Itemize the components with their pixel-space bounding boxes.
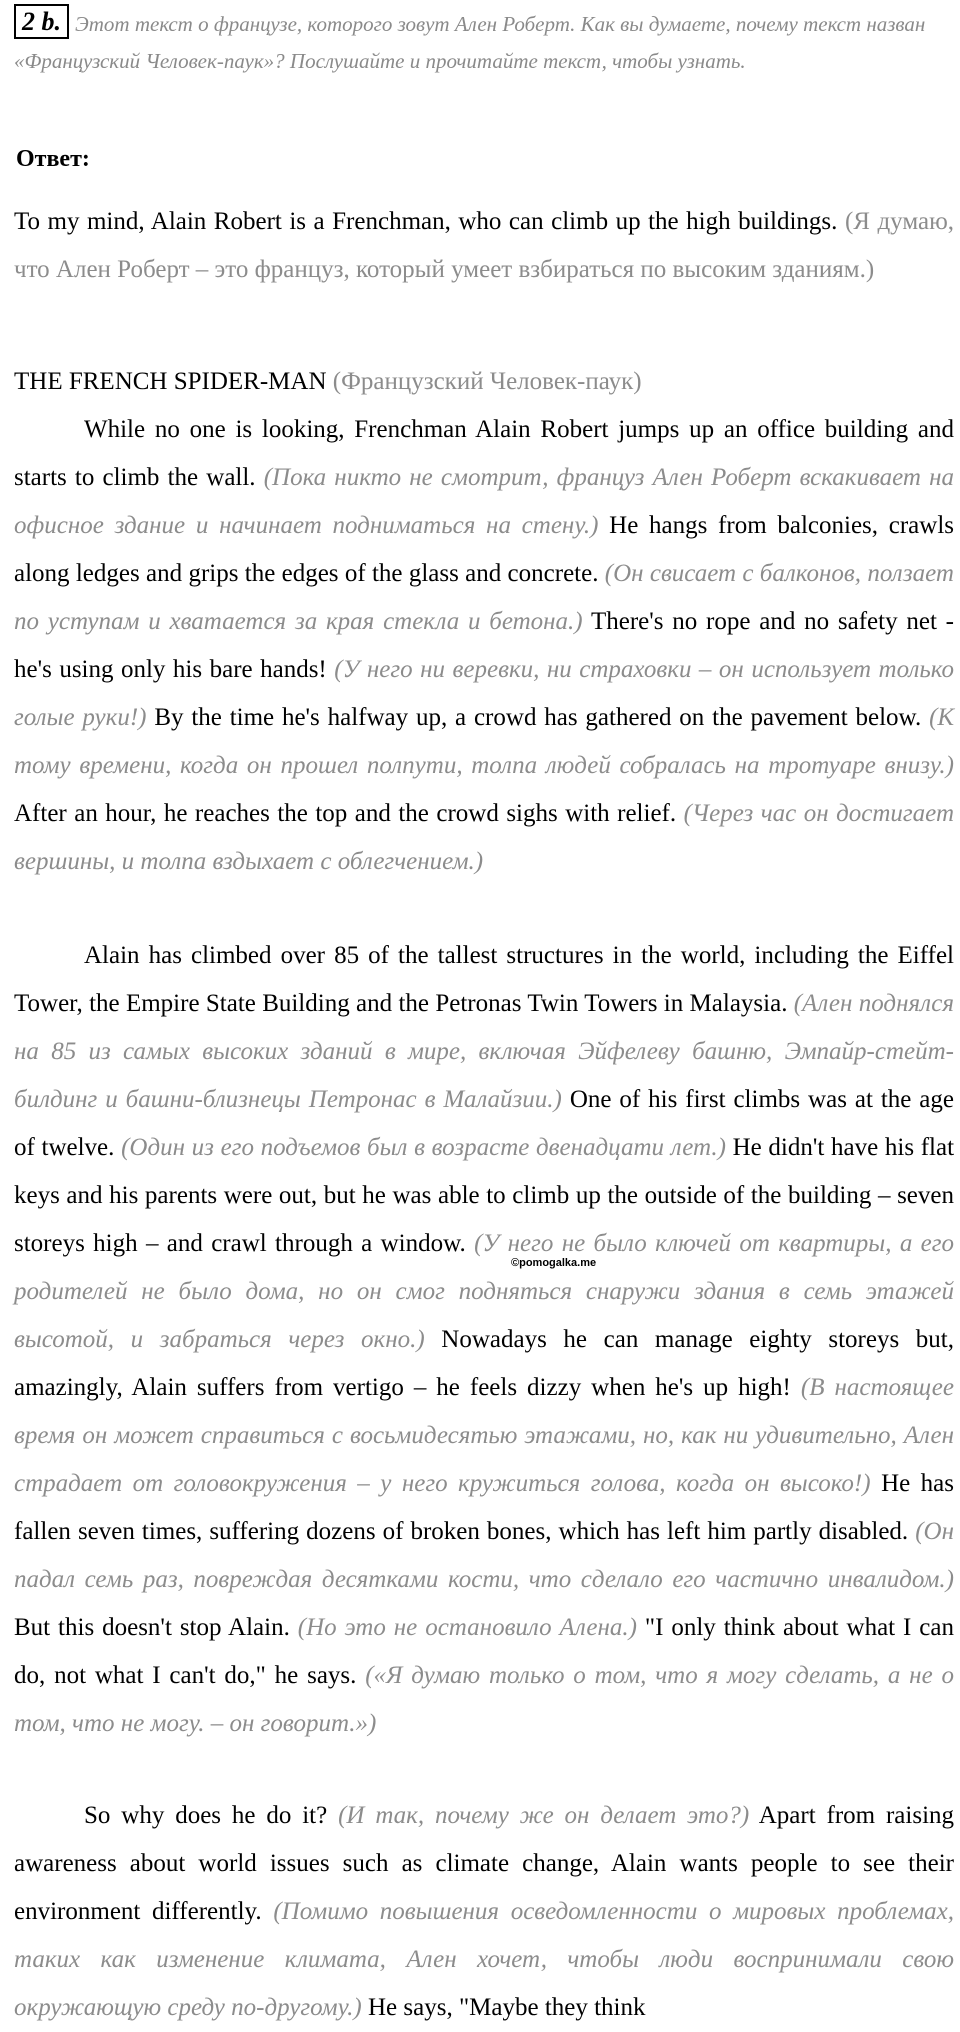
sentence-ru: (У него не было ключей от квартиры, а его родителей не было дома, но он смог подняться снаружи здания в семь этажей высотой, и забраться через окно.) <box>14 1230 955 1353</box>
text-title <box>14 358 954 406</box>
sentence-ru: («Я думаю только о том, что я могу сделать, а не о том, что не могу. – он говорит.») <box>14 1662 954 1737</box>
sentence-en: Apart from raising awareness about world issues such as climate change, Alain wants people to see their environment differently. <box>14 1802 955 1925</box>
sentence-en: He has fallen seven times, suffering dozens of broken bones, which has left him partly disabled. <box>14 1470 955 1545</box>
sentence-en: While no one is looking, Frenchman Alain Robert jumps up an office building and starts to climb the wall. <box>14 416 954 491</box>
sentence-en: By the time he's halfway up, a crowd has gathered on the pavement below. <box>154 704 922 731</box>
sentence-en: There's no rope and no safety net - he's using only his bare hands! <box>14 608 954 683</box>
sentence-en: "I only think about what I can do, not what I can't do," he says. <box>14 1614 954 1689</box>
intro-ru: (Я думаю, что Ален Роберт – это француз, который умеет взбираться по высоким зданиям.) <box>14 208 955 283</box>
sentence-en: Nowadays he can manage eighty storeys but, amazingly, Alain suffers from vertigo – he feels dizzy when he's up high! <box>14 1326 954 1401</box>
sentence-ru: (Ален поднялся на 85 из самых высоких зданий в мире, включая Эйфелеву башню, Эмпайр-стейт-билдинг и башни-близнецы Петронас в Малайзии.) <box>14 990 955 1113</box>
task-number-badge: 2 b. <box>14 4 69 39</box>
sentence-ru: (И так, почему же он делает это?) <box>338 1802 750 1829</box>
sentence-ru: (Но это не остановило Алена.) <box>297 1614 637 1641</box>
sentence-en: He didn't have his flat keys and his parents were out, but he was able to climb up the outside of the building – seven storeys high – and crawl through a window. <box>14 1134 955 1257</box>
paragraph-2 <box>14 932 954 1748</box>
sentence-ru: (Пока никто не смотрит, француз Ален Роберт вскакивает на офисное здание и начинает подниматься на стену.) <box>14 464 955 539</box>
sentence-ru: (Он падал семь раз, повреждая десятками кости, что сделало его частично инвалидом.) <box>14 1518 954 1593</box>
sentence-ru: (Он свисает с балконов, ползает по уступам и хватается за края стекла и бетона.) <box>14 560 954 635</box>
sentence-en: So why does he do it? <box>84 1802 328 1829</box>
sentence-ru: (У него ни веревки, ни страховки – он использует только голые руки!) <box>14 656 955 731</box>
sentence-ru: (Помимо повышения осведомленности о мировых проблемах, таких как изменение климата, Ален хочет, чтобы люди воспринимали свою окружающую среду по-другому.) <box>14 1898 954 2021</box>
sentence-ru: (К тому времени, когда он прошел полпути, толпа людей собралась на тротуаре внизу.) <box>14 704 954 779</box>
watermark: ©pomogalka.me <box>511 1257 597 1269</box>
task-instruction <box>14 4 949 80</box>
task-text: Этот текст о французе, которого зовут Ален Роберт. Как вы думаете, почему текст назван «Французский Человек-паук»? Послушайте и прочитайте текст, чтобы узнать. <box>14 12 926 73</box>
sentence-ru: (В настоящее время он может справиться с восьмидесятью этажами, но, как ни удивительно, Ален страдает от головокружения – у него кружиться голова, когда он высоко!) <box>14 1374 954 1497</box>
intro-en: To my mind, Alain Robert is a Frenchman, who can climb up the high buildings. <box>14 208 838 235</box>
sentence-en: He hangs from balconies, crawls along ledges and grips the edges of the glass and concrete. <box>14 512 954 587</box>
title-ru: (Французский Человек-паук) <box>332 368 642 395</box>
sentence-en: He says, "Maybe they think <box>367 1994 646 2021</box>
sentence-en: One of his first climbs was at the age of twelve. <box>14 1086 954 1161</box>
answer-label: Ответ: <box>16 146 90 172</box>
sentence-ru: (Через час он достигает вершины, и толпа вздыхает с облегчением.) <box>14 800 955 875</box>
title-en: THE FRENCH SPIDER-MAN <box>14 368 327 395</box>
sentence-en: Alain has climbed over 85 of the tallest structures in the world, including the Eiffel Tower, the Empire State Building and the Petronas Twin Towers in Malaysia. <box>14 942 954 1017</box>
paragraph-1 <box>14 406 954 886</box>
sentence-en: After an hour, he reaches the top and the crowd sighs with relief. <box>14 800 677 827</box>
paragraph-3 <box>14 1792 954 2032</box>
intro-paragraph <box>14 198 954 294</box>
sentence-ru: (Один из его подъемов был в возрасте двенадцати лет.) <box>121 1134 726 1161</box>
sentence-en: But this doesn't stop Alain. <box>14 1614 290 1641</box>
